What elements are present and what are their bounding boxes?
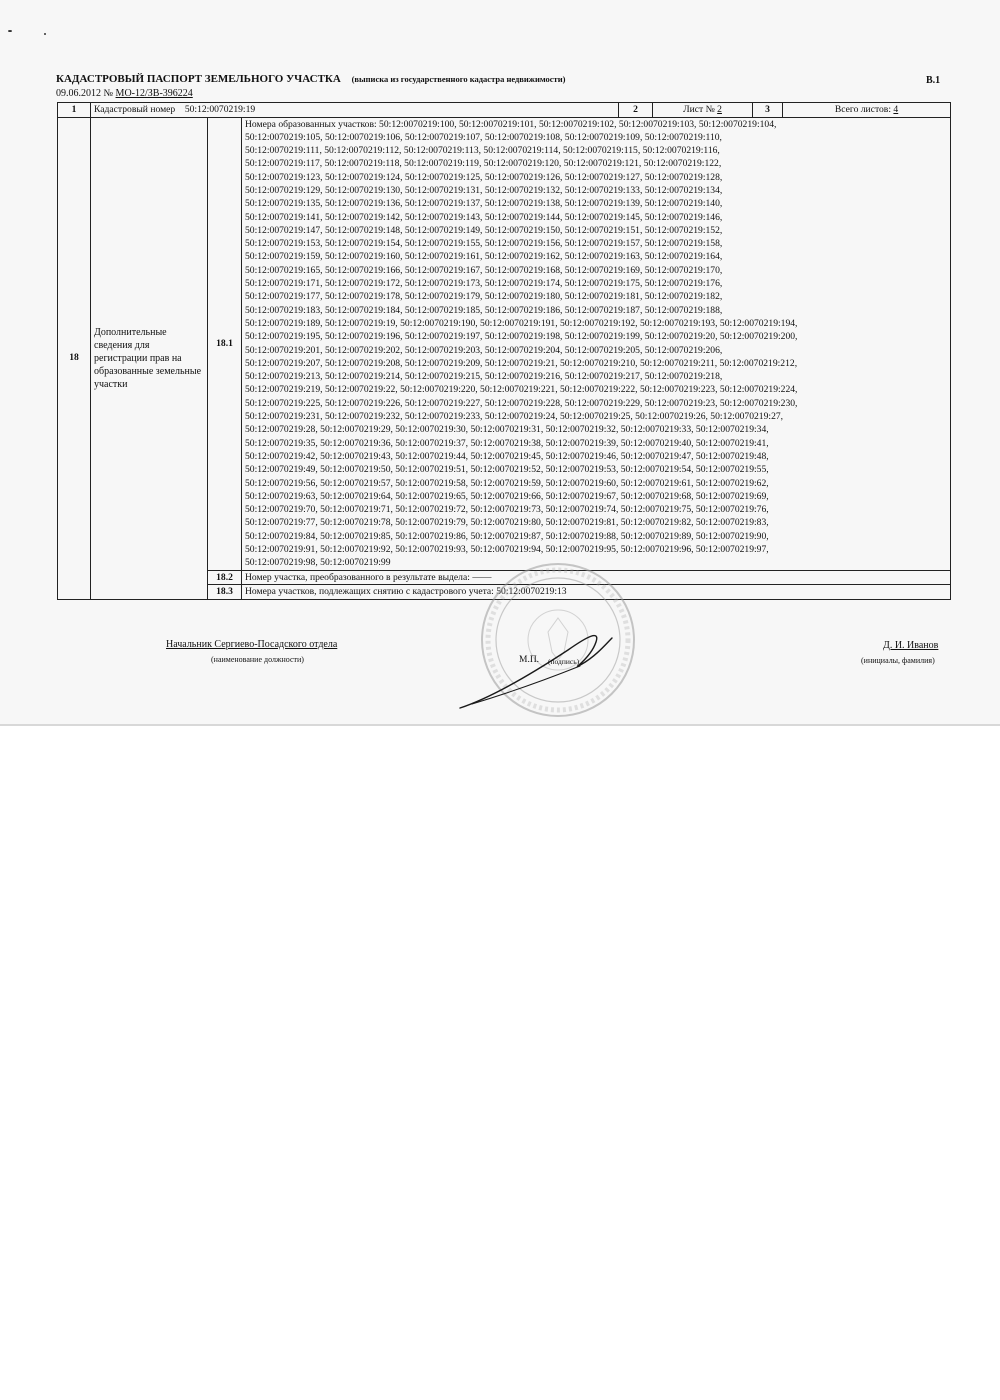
plot-numbers-line: 50:12:0070219:42, 50:12:0070219:43, 50:12:0070219:44, 50:12:0070219:45, 50:12:0070219:46, 50:12:0070219:47, 50:12:0070219:48, xyxy=(245,450,769,462)
total-sheets-cell xyxy=(783,103,951,118)
seal-place-mark: М.П. xyxy=(519,655,540,665)
plot-numbers-line: 50:12:0070219:70, 50:12:0070219:71, 50:12:0070219:72, 50:12:0070219:73, 50:12:0070219:74, 50:12:0070219:75, 50:12:0070219:76, xyxy=(245,504,769,516)
signature-caption: (подпись) xyxy=(548,657,580,666)
converted-plot-label: Номер участка, преобразованного в результате выдела: xyxy=(245,571,470,583)
plot-numbers-line: 50:12:0070219:195, 50:12:0070219:196, 50:12:0070219:197, 50:12:0070219:198, 50:12:0070219:199, 50:12:0070219:20, 50:12:0070219:200, xyxy=(245,331,798,343)
converted-plot-value: —— xyxy=(472,571,492,583)
plot-numbers-line: 50:12:0070219:141, 50:12:0070219:142, 50:12:0070219:143, 50:12:0070219:144, 50:12:0070219:145, 50:12:0070219:146, xyxy=(245,211,723,223)
scan-edge-line xyxy=(0,724,1000,726)
plot-numbers-line: 50:12:0070219:135, 50:12:0070219:136, 50:12:0070219:137, 50:12:0070219:138, 50:12:0070219:139, 50:12:0070219:140, xyxy=(245,198,723,210)
plot-numbers-line: 50:12:0070219:111, 50:12:0070219:112, 50:12:0070219:113, 50:12:0070219:114, 50:12:0070219:115, 50:12:0070219:116, xyxy=(245,145,720,157)
plot-numbers-line: 50:12:0070219:28, 50:12:0070219:29, 50:12:0070219:30, 50:12:0070219:31, 50:12:0070219:32, 50:12:0070219:33, 50:12:0070219:34, xyxy=(245,424,769,436)
cadastral-number-value: 50:12:0070219:19 xyxy=(184,104,256,115)
total-sheets-value: 4 xyxy=(893,104,899,115)
title-subtitle: (выписка из государственного кадастра недвижимости) xyxy=(351,74,566,84)
plot-numbers-line: 50:12:0070219:77, 50:12:0070219:78, 50:12:0070219:79, 50:12:0070219:80, 50:12:0070219:81, 50:12:0070219:82, 50:12:0070219:83, xyxy=(245,517,769,529)
row-number: 1 xyxy=(58,103,91,118)
plot-numbers-line: 50:12:0070219:165, 50:12:0070219:166, 50:12:0070219:167, 50:12:0070219:168, 50:12:0070219:169, 50:12:0070219:170, xyxy=(245,264,723,276)
plot-numbers-line: 50:12:0070219:183, 50:12:0070219:184, 50:12:0070219:185, 50:12:0070219:186, 50:12:0070219:187, 50:12:0070219:188, xyxy=(245,304,723,316)
plot-numbers-line: 50:12:0070219:117, 50:12:0070219:118, 50:12:0070219:119, 50:12:0070219:120, 50:12:0070219:121, 50:12:0070219:122, xyxy=(245,158,722,170)
scan-speck xyxy=(8,30,12,32)
document-date-number xyxy=(56,88,193,99)
document-title xyxy=(56,73,565,85)
row-number: 18 xyxy=(58,117,91,599)
plot-numbers-line: 50:12:0070219:49, 50:12:0070219:50, 50:12:0070219:51, 50:12:0070219:52, 50:12:0070219:53, 50:12:0070219:54, 50:12:0070219:55, xyxy=(245,464,769,476)
total-sheets-label: Всего листов: xyxy=(834,104,892,115)
plot-numbers-line: 50:12:0070219:129, 50:12:0070219:130, 50:12:0070219:131, 50:12:0070219:132, 50:12:0070219:133, 50:12:0070219:134, xyxy=(245,184,723,196)
sheet-number-value: 2 xyxy=(717,104,722,115)
plot-numbers-line: 50:12:0070219:84, 50:12:0070219:85, 50:12:0070219:86, 50:12:0070219:87, 50:12:0070219:88, 50:12:0070219:89, 50:12:0070219:90, xyxy=(245,530,769,542)
sheet-form-code: В.1 xyxy=(926,75,941,86)
plot-numbers-line: 50:12:0070219:231, 50:12:0070219:232, 50:12:0070219:233, 50:12:0070219:24, 50:12:0070219:25, 50:12:0070219:26, 50:12:0070219:27, xyxy=(245,411,784,423)
sheet-field-number: 2 xyxy=(619,103,653,118)
removed-plots-value: 50:12:0070219:13 xyxy=(496,586,567,598)
signatory-name: Д. И. Иванов xyxy=(883,640,939,651)
formed-plots-list xyxy=(242,117,951,570)
signatory-position: Начальник Сергиево-Посадского отдела xyxy=(166,639,338,650)
plot-numbers-line: 50:12:0070219:105, 50:12:0070219:106, 50:12:0070219:107, 50:12:0070219:108, 50:12:0070219:109, 50:12:0070219:110, xyxy=(245,131,722,143)
plot-numbers-line: 50:12:0070219:123, 50:12:0070219:124, 50:12:0070219:125, 50:12:0070219:126, 50:12:0070219:127, 50:12:0070219:128, xyxy=(245,171,723,183)
sheet-number-cell xyxy=(653,103,753,118)
handwritten-signature xyxy=(450,620,620,720)
plot-numbers-line: 50:12:0070219:35, 50:12:0070219:36, 50:12:0070219:37, 50:12:0070219:38, 50:12:0070219:39, 50:12:0070219:40, 50:12:0070219:41, xyxy=(245,437,769,449)
plot-numbers-line: 50:12:0070219:153, 50:12:0070219:154, 50:12:0070219:155, 50:12:0070219:156, 50:12:0070219:157, 50:12:0070219:158, xyxy=(245,238,723,250)
subsection-number: 18.1 xyxy=(208,117,242,570)
position-caption: (наименование должности) xyxy=(211,655,304,664)
plot-numbers-line: 50:12:0070219:225, 50:12:0070219:226, 50:12:0070219:227, 50:12:0070219:228, 50:12:0070219:229, 50:12:0070219:23, 50:12:0070219:230, xyxy=(245,397,798,409)
subsection-number: 18.3 xyxy=(208,585,242,600)
removed-plots-label: Номера участков, подлежащих снятию с кадастрового учета: xyxy=(245,586,494,598)
document-date: 09.06.2012 xyxy=(56,88,101,99)
plot-numbers-line: 50:12:0070219:171, 50:12:0070219:172, 50:12:0070219:173, 50:12:0070219:174, 50:12:0070219:175, 50:12:0070219:176, xyxy=(245,278,723,290)
cadastral-number-label: Кадастровый номер xyxy=(94,104,176,115)
plot-numbers-line: 50:12:0070219:56, 50:12:0070219:57, 50:12:0070219:58, 50:12:0070219:59, 50:12:0070219:60, 50:12:0070219:61, 50:12:0070219:62, xyxy=(245,477,769,489)
additional-info-label: Дополнительные сведения для регистрации прав на образованные земельные участки xyxy=(91,117,208,599)
name-caption: (инициалы, фамилия) xyxy=(861,656,935,665)
plot-numbers-line: 50:12:0070219:219, 50:12:0070219:22, 50:12:0070219:220, 50:12:0070219:221, 50:12:0070219:222, 50:12:0070219:223, 50:12:0070219:224, xyxy=(245,384,798,396)
plot-numbers-line: Номера образованных участков: 50:12:0070219:100, 50:12:0070219:101, 50:12:0070219:102, 50:12:0070219:103, 50:12:0070219:104, xyxy=(245,118,777,130)
row-cadastral-number xyxy=(58,103,951,118)
plot-numbers-line: 50:12:0070219:201, 50:12:0070219:202, 50:12:0070219:203, 50:12:0070219:204, 50:12:0070219:205, 50:12:0070219:206, xyxy=(245,344,723,356)
total-field-number: 3 xyxy=(753,103,783,118)
plot-numbers-line: 50:12:0070219:147, 50:12:0070219:148, 50:12:0070219:149, 50:12:0070219:150, 50:12:0070219:151, 50:12:0070219:152, xyxy=(245,224,723,236)
row-18-1 xyxy=(58,117,951,570)
plot-numbers-line: 50:12:0070219:189, 50:12:0070219:19, 50:12:0070219:190, 50:12:0070219:191, 50:12:0070219:192, 50:12:0070219:193, 50:12:0070219:194, xyxy=(245,317,798,329)
cadastral-table xyxy=(57,102,951,600)
subsection-number: 18.2 xyxy=(208,570,242,585)
scan-speck xyxy=(44,33,46,35)
sheet-number-label: Лист № xyxy=(683,104,715,115)
title-text: КАДАСТРОВЫЙ ПАСПОРТ ЗЕМЕЛЬНОГО УЧАСТКА xyxy=(56,73,341,85)
cadastral-number-cell xyxy=(91,103,619,118)
plot-numbers-line: 50:12:0070219:159, 50:12:0070219:160, 50:12:0070219:161, 50:12:0070219:162, 50:12:0070219:163, 50:12:0070219:164, xyxy=(245,251,723,263)
plot-numbers-line: 50:12:0070219:213, 50:12:0070219:214, 50:12:0070219:215, 50:12:0070219:216, 50:12:0070219:217, 50:12:0070219:218, xyxy=(245,371,723,383)
document-number: МО-12/ЗВ-396224 xyxy=(115,88,193,99)
plot-numbers-line: 50:12:0070219:63, 50:12:0070219:64, 50:12:0070219:65, 50:12:0070219:66, 50:12:0070219:67, 50:12:0070219:68, 50:12:0070219:69, xyxy=(245,490,769,502)
number-sign: № xyxy=(103,88,114,99)
plot-numbers-line: 50:12:0070219:207, 50:12:0070219:208, 50:12:0070219:209, 50:12:0070219:21, 50:12:0070219:210, 50:12:0070219:211, 50:12:0070219:212, xyxy=(245,357,798,369)
plot-numbers-line: 50:12:0070219:91, 50:12:0070219:92, 50:12:0070219:93, 50:12:0070219:94, 50:12:0070219:95, 50:12:0070219:96, 50:12:0070219:97, xyxy=(245,544,769,555)
plot-numbers-line: 50:12:0070219:98, 50:12:0070219:99 xyxy=(245,557,391,569)
plot-numbers-line: 50:12:0070219:177, 50:12:0070219:178, 50:12:0070219:179, 50:12:0070219:180, 50:12:0070219:181, 50:12:0070219:182, xyxy=(245,291,723,303)
